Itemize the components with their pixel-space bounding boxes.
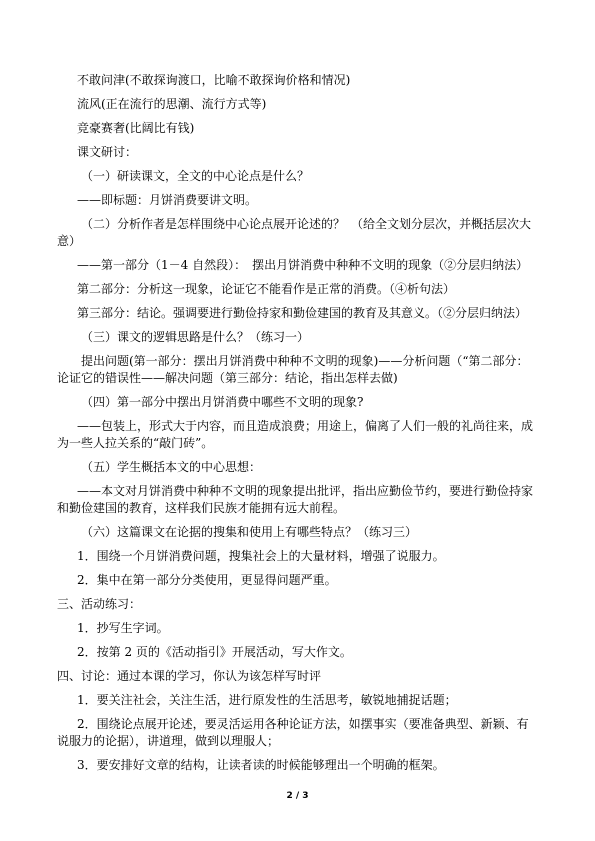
vocab-line: 流风(正在流行的思潮、流行方式等): [77, 97, 267, 111]
question-line: （二）分析作者是怎样围绕中心论点展开论述的？ （给全文划分层次，并概括层次大意）: [57, 217, 532, 248]
answer-paragraph: ——包装上，形式大于内容，而且造成浪费；用途上，偏离了人们一般的礼尚往来，成为一些人拉关系的“敲门砖”。: [57, 419, 534, 450]
page-number: 2 / 3: [286, 791, 309, 801]
list-item: 1．抄写生字词。: [77, 621, 169, 635]
section-heading: 三、活动练习：: [57, 597, 142, 611]
question-line: （五）学生概括本文的中心思想：: [81, 460, 262, 474]
vocab-line: 竞豪赛奢(比阔比有钱): [77, 121, 195, 135]
document-body: [57, 72, 537, 781]
list-item: 3．要安排好文章的结构，让读者读的时候能够理出一个明确的框架。: [77, 758, 445, 772]
answer-paragraph: 提出问题(第一部分：摆出月饼消费中种种不文明的现象)——分析问题（“第二部分：论证它的错误性——解决问题（第三部分：结论，指出怎样去做): [57, 354, 529, 385]
answer-paragraph: ——本文对月饼消费中种种不文明的现象提出批评，指出应勤俭节约，要进行勤俭持家和勤俭建国的教育，这样我们民族才能拥有远大前程。: [57, 484, 534, 515]
list-item: 2．集中在第一部分分类使用，更显得问题严重。: [77, 573, 337, 587]
list-item: 1．围绕一个月饼消费问题，搜集社会上的大量材料，增强了说服力。: [77, 549, 445, 563]
answer-line: ——即标题：月饼消费要讲文明。: [77, 193, 258, 207]
section-heading: 课文研讨：: [77, 145, 138, 159]
list-item: 2．按第 2 页的《活动指引》开展活动，写大作文。: [77, 645, 352, 659]
section-heading: 四、讨论：通过本课的学习，你认为该怎样写时评: [57, 669, 322, 683]
question-line: （六）这篇课文在论据的搜集和使用上有哪些特点？（练习三）: [81, 525, 418, 539]
list-item: 1．要关注社会，关注生活，进行原发性的生活思考，敏锐地捕捉话题；: [77, 693, 457, 707]
list-item: 2．围绕论点展开论述，要灵活运用各种论证方法，如摆事实（要准备典型、新颖、有说服力的论据），讲道理，做到以理服人；: [57, 717, 529, 748]
answer-line: ——第一部分（1－4 自然段）： 摆出月饼消费中种种不文明的现象（②分层归纳法）: [77, 258, 529, 272]
answer-line: 第二部分：分析这一现象，论证它不能看作是正常的消费。（④析句法）: [77, 282, 456, 296]
question-line: （一）研读课文，全文的中心论点是什么？: [81, 169, 310, 183]
question-line: （三）课文的逻辑思路是什么？（练习一）: [81, 330, 310, 344]
question-line: （四）第一部分中摆出月饼消费中哪些不文明的现象?: [81, 395, 364, 409]
answer-line: 第三部分：结论。强调要进行勤俭持家和勤俭建国的教育及其意义。（②分层归纳法）: [77, 306, 528, 320]
vocab-line: 不敢问津(不敢探询渡口，比喻不敢探询价格和情况): [77, 73, 351, 87]
